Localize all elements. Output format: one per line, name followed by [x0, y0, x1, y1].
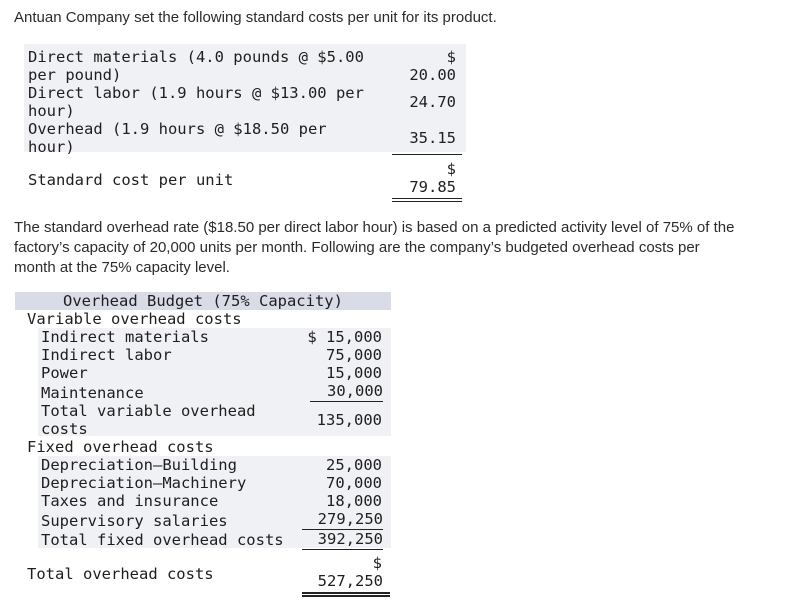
fixed-costs-header: Fixed overhead costs [27, 438, 214, 456]
depreciation-machinery-label: Depreciation—Machinery [41, 474, 247, 492]
total-overhead-label: Total overhead costs [27, 565, 214, 583]
budget-title: Overhead Budget (75% Capacity) [63, 292, 343, 310]
overhead-value [392, 129, 462, 155]
standard-cost-total-value-text: 79.85 [409, 178, 456, 196]
depreciation-machinery-value: 70,000 [326, 474, 382, 492]
taxes-insurance-value: 18,000 [326, 492, 382, 510]
total-overhead-value [302, 572, 390, 597]
indirect-materials-value: $ 15,000 [307, 328, 382, 346]
indirect-materials-label: Indirect materials [41, 328, 209, 346]
depreciation-building-label: Depreciation—Building [41, 456, 237, 474]
direct-materials-label-line2: per pound) [28, 66, 122, 84]
maintenance-value: 30,000 [310, 382, 383, 402]
paragraph-line-3: month at the 75% capacity level. [14, 259, 230, 276]
overhead-label-line2: hour) [28, 138, 75, 156]
variable-costs-header: Variable overhead costs [27, 310, 242, 328]
supervisory-salaries-label: Supervisory salaries [41, 512, 228, 530]
taxes-insurance-label: Taxes and insurance [41, 492, 219, 510]
total-variable-label-line2: costs [41, 420, 88, 438]
standard-cost-total-label: Standard cost per unit [28, 171, 234, 189]
maintenance-label: Maintenance [41, 384, 144, 402]
supervisory-salaries-value: 279,250 [302, 510, 383, 530]
direct-materials-dollar: $ [446, 48, 456, 66]
overhead-value-text: 35.15 [409, 129, 456, 147]
power-label: Power [41, 364, 88, 382]
indirect-labor-value: 75,000 [326, 346, 382, 364]
overhead-label-line1: Overhead (1.9 hours @ $18.50 per [28, 120, 327, 138]
indirect-labor-label: Indirect labor [41, 346, 172, 364]
standard-cost-total-value [392, 178, 462, 202]
total-overhead-value-text: 527,250 [317, 572, 383, 590]
paragraph-line-2: factory’s capacity of 20,000 units per month. Following are the company’s budgeted overhead costs per [14, 239, 700, 256]
total-fixed-label: Total fixed overhead costs [41, 531, 284, 549]
paragraph-line-1: The standard overhead rate ($18.50 per direct labor hour) is based on a predicted activity level of 75% of the [14, 219, 735, 236]
power-value: 15,000 [326, 364, 382, 382]
direct-materials-value: 20.00 [409, 66, 456, 84]
intro-text: Antuan Company set the following standard costs per unit for its product. [14, 9, 497, 26]
standard-cost-total-dollar: $ [446, 160, 456, 178]
depreciation-building-value: 25,000 [326, 456, 382, 474]
total-fixed-value: 392,250 [302, 530, 383, 550]
total-overhead-dollar: $ [372, 554, 382, 572]
direct-labor-label-line2: hour) [28, 102, 75, 120]
total-variable-value: 135,000 [316, 411, 382, 429]
direct-labor-label-line1: Direct labor (1.9 hours @ $13.00 per [28, 84, 364, 102]
direct-labor-value: 24.70 [409, 93, 456, 111]
direct-materials-label-line1: Direct materials (4.0 pounds @ $5.00 [28, 48, 364, 66]
overhead-rate-paragraph [14, 218, 789, 278]
total-variable-label-line1: Total variable overhead [41, 402, 256, 420]
